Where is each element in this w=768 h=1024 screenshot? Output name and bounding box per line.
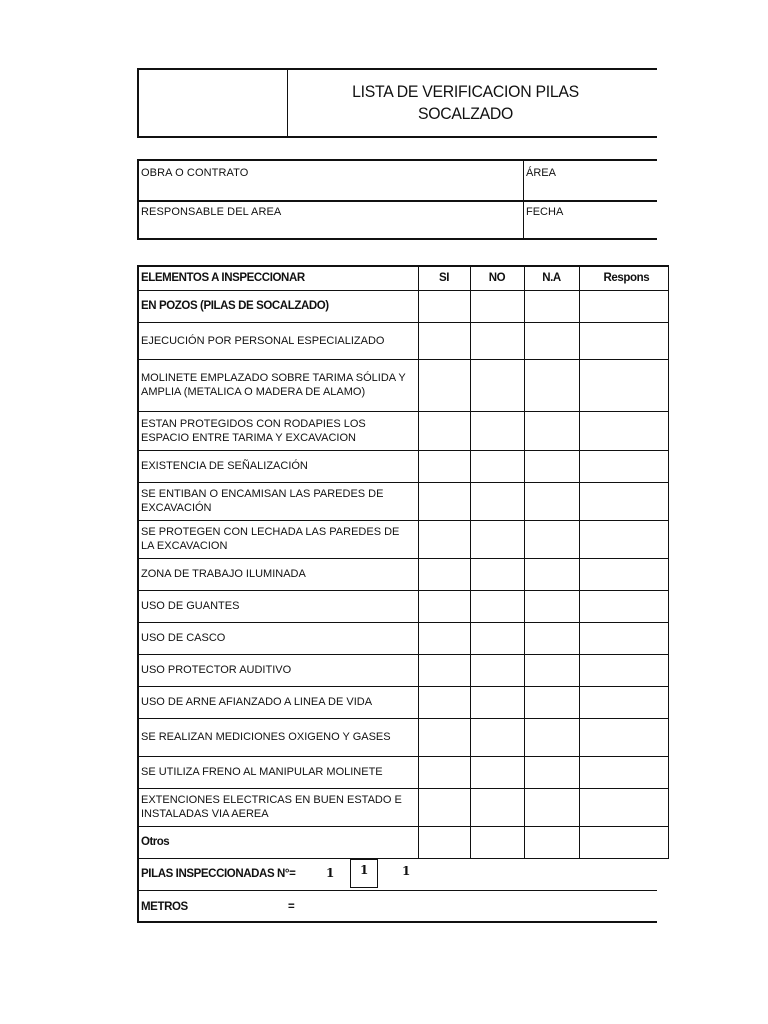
na-cell[interactable] <box>524 411 579 450</box>
table-row <box>138 654 668 686</box>
responsable-cell[interactable] <box>579 718 668 756</box>
item-label: USO DE GUANTES <box>138 590 418 622</box>
si-cell[interactable] <box>418 826 470 858</box>
no-cell[interactable] <box>470 654 524 686</box>
si-cell[interactable] <box>418 482 470 520</box>
responsable-cell[interactable] <box>579 622 668 654</box>
si-cell[interactable] <box>418 590 470 622</box>
table-row <box>138 482 668 520</box>
checklist-sheet <box>137 68 650 928</box>
logo-cell <box>139 70 288 136</box>
title-line-1: LISTA DE VERIFICACION PILAS <box>352 82 579 101</box>
na-cell[interactable] <box>524 622 579 654</box>
header-na: N.A <box>524 266 579 290</box>
table-row <box>138 411 668 450</box>
table-row-otros <box>138 826 668 858</box>
table-row <box>138 322 668 359</box>
no-cell[interactable] <box>470 686 524 718</box>
no-cell[interactable] <box>470 590 524 622</box>
responsable-cell[interactable] <box>579 359 668 411</box>
table-row <box>138 450 668 482</box>
si-cell[interactable] <box>418 322 470 359</box>
no-cell[interactable] <box>470 826 524 858</box>
section-row <box>138 290 668 322</box>
pilas-count-box[interactable]: 1 <box>350 859 378 888</box>
info-row-obra <box>139 161 657 202</box>
obra-label: OBRA O CONTRATO <box>141 167 249 179</box>
table-row <box>138 718 668 756</box>
table-row <box>138 558 668 590</box>
na-cell[interactable] <box>524 450 579 482</box>
si-cell[interactable] <box>418 718 470 756</box>
no-cell[interactable] <box>470 322 524 359</box>
table-row <box>138 788 668 826</box>
no-cell[interactable] <box>470 411 524 450</box>
metros-row <box>137 891 657 923</box>
document-title <box>300 70 630 136</box>
si-cell[interactable] <box>418 686 470 718</box>
table-row <box>138 590 668 622</box>
fecha-label: FECHA <box>526 206 564 218</box>
item-label: EJECUCIÓN POR PERSONAL ESPECIALIZADO <box>138 322 418 359</box>
item-label: USO DE CASCO <box>138 622 418 654</box>
na-cell[interactable] <box>524 322 579 359</box>
na-cell[interactable] <box>524 718 579 756</box>
responsable-cell[interactable] <box>579 450 668 482</box>
si-cell[interactable] <box>418 788 470 826</box>
si-cell[interactable] <box>418 654 470 686</box>
item-label: EXISTENCIA DE SEÑALIZACIÓN <box>138 450 418 482</box>
no-cell[interactable] <box>470 622 524 654</box>
na-cell[interactable] <box>524 290 579 322</box>
si-cell[interactable] <box>418 520 470 558</box>
responsable-cell[interactable] <box>579 686 668 718</box>
table-row <box>138 686 668 718</box>
si-cell[interactable] <box>418 450 470 482</box>
item-label: SE ENTIBAN O ENCAMISAN LAS PAREDES DE EXCAVACIÓN <box>138 482 418 520</box>
na-cell[interactable] <box>524 756 579 788</box>
na-cell[interactable] <box>524 482 579 520</box>
si-cell[interactable] <box>418 622 470 654</box>
header-items: ELEMENTOS A INSPECCIONAR <box>138 266 418 290</box>
responsable-label: RESPONSABLE DEL AREA <box>141 206 282 218</box>
pilas-value-2: 1 <box>402 864 410 878</box>
responsable-cell[interactable] <box>579 788 668 826</box>
pilas-inspeccionadas-row <box>137 858 657 891</box>
responsable-cell[interactable] <box>579 590 668 622</box>
na-cell[interactable] <box>524 686 579 718</box>
area-label: ÁREA <box>526 167 556 179</box>
table-row <box>138 520 668 558</box>
no-cell[interactable] <box>470 359 524 411</box>
item-label: ZONA DE TRABAJO ILUMINADA <box>138 558 418 590</box>
table-header-row <box>138 266 668 290</box>
item-label: ESTAN PROTEGIDOS CON RODAPIES LOS ESPACIO ENTRE TARIMA Y EXCAVACION <box>138 411 418 450</box>
no-cell[interactable] <box>470 520 524 558</box>
item-label: SE PROTEGEN CON LECHADA LAS PAREDES DE LA EXCAVACION <box>138 520 418 558</box>
responsable-cell[interactable] <box>579 322 668 359</box>
otros-label: Otros <box>138 826 418 858</box>
info-row-responsable <box>139 200 657 239</box>
table-row <box>138 359 668 411</box>
si-cell[interactable] <box>418 411 470 450</box>
si-cell[interactable] <box>418 756 470 788</box>
na-cell[interactable] <box>524 520 579 558</box>
item-label: SE REALIZAN MEDICIONES OXIGENO Y GASES <box>138 718 418 756</box>
no-cell[interactable] <box>470 718 524 756</box>
responsable-cell[interactable] <box>579 411 668 450</box>
responsable-cell[interactable] <box>579 520 668 558</box>
no-cell[interactable] <box>470 756 524 788</box>
item-label: EXTENCIONES ELECTRICAS EN BUEN ESTADO E INSTALADAS VIA AEREA <box>138 788 418 826</box>
header-no: NO <box>470 266 524 290</box>
no-cell[interactable] <box>470 290 524 322</box>
no-cell[interactable] <box>470 788 524 826</box>
header-responsable: Respons <box>579 266 668 290</box>
responsable-cell[interactable] <box>579 756 668 788</box>
si-cell[interactable] <box>418 359 470 411</box>
responsable-cell[interactable] <box>579 654 668 686</box>
item-label: SE UTILIZA FRENO AL MANIPULAR MOLINETE <box>138 756 418 788</box>
no-cell[interactable] <box>470 450 524 482</box>
responsable-cell[interactable] <box>579 826 668 858</box>
no-cell[interactable] <box>470 558 524 590</box>
no-cell[interactable] <box>470 482 524 520</box>
title-line-2: SOCALZADO <box>417 104 514 123</box>
table-row <box>138 756 668 788</box>
si-cell[interactable] <box>418 558 470 590</box>
na-cell[interactable] <box>524 826 579 858</box>
responsable-cell[interactable] <box>579 290 668 322</box>
na-cell[interactable] <box>524 654 579 686</box>
na-cell[interactable] <box>524 788 579 826</box>
info-block <box>137 159 657 240</box>
pilas-value-1: 1 <box>326 866 334 880</box>
na-cell[interactable] <box>524 359 579 411</box>
responsable-cell[interactable] <box>579 558 668 590</box>
metros-label: METROS <box>141 901 188 913</box>
metros-equals: = <box>288 901 295 913</box>
na-cell[interactable] <box>524 558 579 590</box>
responsable-cell[interactable] <box>579 482 668 520</box>
inspection-table <box>137 265 669 859</box>
item-label: USO PROTECTOR AUDITIVO <box>138 654 418 686</box>
table-row <box>138 622 668 654</box>
title-block <box>137 68 657 138</box>
pilas-label: PILAS INSPECCIONADAS N°= <box>141 868 296 880</box>
si-cell[interactable] <box>418 290 470 322</box>
header-si: SI <box>418 266 470 290</box>
na-cell[interactable] <box>524 590 579 622</box>
item-label: MOLINETE EMPLAZADO SOBRE TARIMA SÓLIDA Y AMPLIA (METALICA O MADERA DE ALAMO) <box>138 359 418 411</box>
item-label: USO DE ARNE AFIANZADO A LINEA DE VIDA <box>138 686 418 718</box>
section-title: EN POZOS (PILAS DE SOCALZADO) <box>138 290 418 322</box>
